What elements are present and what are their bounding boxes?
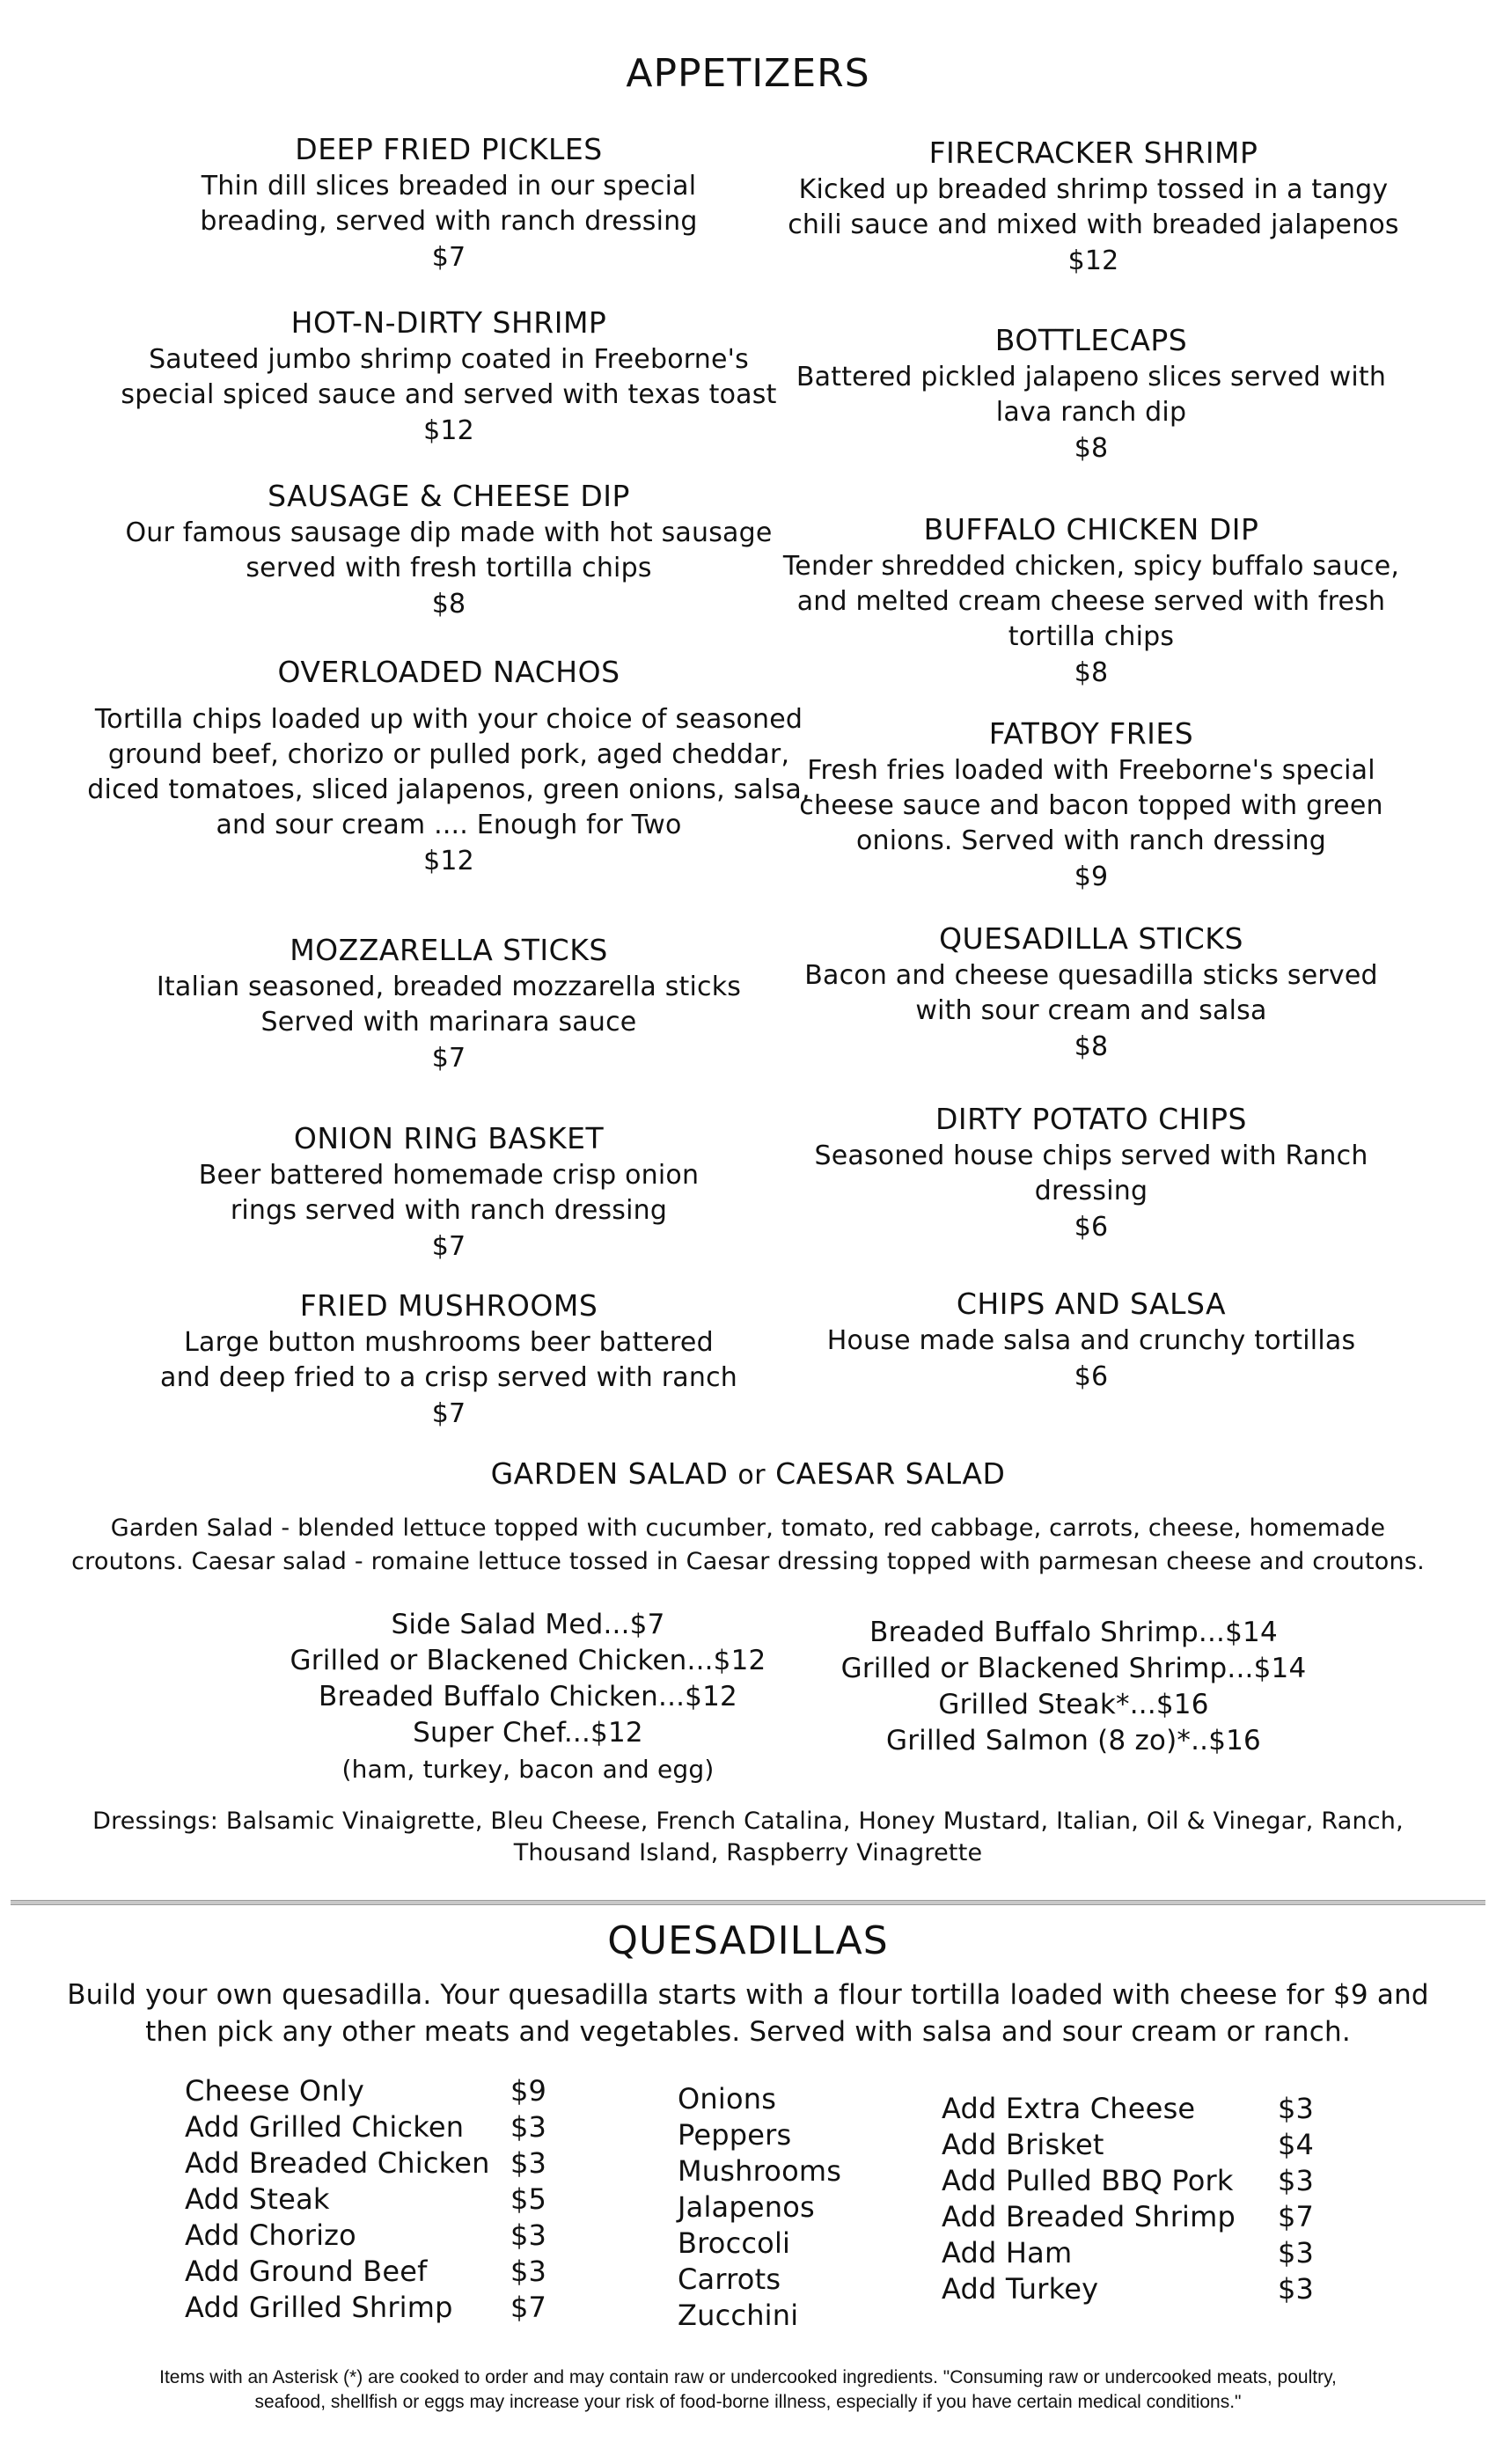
salad-option: Grilled or Blackened Shrimp...$14	[840, 1653, 1307, 1684]
salad-desc-line: Garden Salad - blended lettuce topped with cucumber, tomato, red cabbage, carrots, cheese, homemade	[110, 1514, 1386, 1542]
item-desc-line: served with fresh tortilla chips	[246, 553, 652, 583]
option-price: $3	[1278, 2236, 1315, 2270]
option-name: Add Grilled Shrimp	[185, 2291, 453, 2324]
list-item: Onions	[678, 2082, 777, 2116]
option-name: Add Extra Cheese	[942, 2092, 1196, 2125]
item-price: $7	[431, 1398, 466, 1429]
item-name: DEEP FRIED PICKLES	[295, 132, 603, 166]
item-desc-line: lava ranch dip	[995, 397, 1187, 428]
menu-item-deep-fried-pickles	[88, 130, 810, 276]
item-desc-line: diced tomatoes, sliced jalapenos, green onions, salsa,	[87, 774, 810, 805]
option-name: Add Pulled BBQ Pork	[942, 2164, 1234, 2197]
salad-option: Super Chef...$12	[413, 1717, 643, 1749]
disclaimer-line: seafood, shellfish or eggs may increase your risk of food-borne illness, especially if you have certain medical conditions."	[254, 2392, 1242, 2412]
menu-item-quesadilla-sticks	[792, 920, 1390, 1066]
salad-option: Grilled Steak*...$16	[938, 1689, 1209, 1720]
item-price: $12	[1067, 246, 1119, 276]
option-price: $3	[510, 2146, 547, 2180]
list-item	[942, 2163, 1314, 2199]
item-desc-line: and sour cream .... Enough for Two	[216, 810, 682, 840]
option-name: Add Chorizo	[185, 2218, 356, 2252]
list-item	[185, 2290, 546, 2326]
salad-description	[53, 1512, 1443, 1579]
menu-item-sausage-cheese-dip	[88, 477, 810, 623]
list-item	[185, 2218, 546, 2254]
salad-title-caesar: CAESAR SALAD	[775, 1456, 1006, 1491]
disclaimer-line: Items with an Asterisk (*) are cooked to order and may contain raw or undercooked ingredients. "Consuming raw or undercooked meats, poultry,	[159, 2367, 1337, 2387]
option-price: $3	[1278, 2164, 1315, 2197]
option-name: Add Ham	[942, 2236, 1073, 2270]
item-name: HOT-N-DIRTY SHRIMP	[290, 305, 607, 340]
salad-option: Breaded Buffalo Shrimp...$14	[869, 1617, 1278, 1648]
list-item: Mushrooms	[678, 2154, 842, 2188]
menu-item-hot-n-dirty-shrimp	[88, 304, 810, 450]
list-item	[942, 2199, 1314, 2235]
list-item	[942, 2127, 1314, 2163]
list-item	[942, 2091, 1314, 2127]
menu-item-firecracker-shrimp	[779, 134, 1408, 280]
item-name: DIRTY POTATO CHIPS	[935, 1102, 1248, 1136]
item-name: QUESADILLA STICKS	[939, 921, 1243, 956]
menu-item-fried-mushrooms	[88, 1287, 810, 1433]
option-price: $3	[1278, 2272, 1315, 2306]
item-desc-line: Thin dill slices breaded in our special	[201, 171, 697, 202]
list-item	[185, 2182, 546, 2218]
salad-title	[0, 1456, 1496, 1491]
item-desc-line: ground beef, chorizo or pulled pork, aged cheddar,	[107, 739, 790, 770]
menu-item-mozzarella-sticks	[88, 931, 810, 1077]
salad-title-or: or	[737, 1460, 766, 1491]
item-desc-line: dressing	[1034, 1176, 1148, 1206]
item-desc-line: Fresh fries loaded with Freeborne's special	[807, 755, 1375, 786]
menu-item-overloaded-nachos	[84, 653, 814, 880]
dressings-list	[70, 1806, 1426, 1869]
food-safety-disclaimer	[53, 2365, 1443, 2415]
quesadillas-intro-line: then pick any other meats and vegetables. Served with salsa and sour cream or ranch.	[145, 2016, 1351, 2048]
item-desc-line: Sauteed jumbo shrimp coated in Freeborne's	[149, 344, 749, 375]
list-item: Jalapenos	[678, 2190, 815, 2224]
list-item	[185, 2109, 546, 2145]
item-price: $8	[431, 589, 466, 620]
dressings-line: Thousand Island, Raspberry Vinagrette	[513, 1839, 983, 1866]
item-price: $7	[431, 1043, 466, 1074]
item-desc-line: Large button mushrooms beer battered	[184, 1327, 714, 1358]
menu-item-chips-and-salsa	[792, 1285, 1390, 1396]
option-name: Add Brisket	[942, 2128, 1104, 2161]
salad-option: Grilled or Blackened Chicken...$12	[290, 1645, 766, 1676]
quesadilla-extras-list	[942, 2091, 1314, 2307]
item-price: $8	[1074, 1031, 1109, 1062]
item-price: $6	[1074, 1212, 1109, 1243]
item-price: $7	[431, 242, 466, 273]
item-desc-line: Our famous sausage dip made with hot sausage	[125, 517, 773, 548]
item-name: FATBOY FRIES	[988, 716, 1194, 751]
item-desc-line: tortilla chips	[1008, 621, 1175, 652]
option-name: Add Turkey	[942, 2272, 1099, 2306]
quesadillas-intro-line: Build your own quesadilla. Your quesadilla starts with a flour tortilla loaded with cheese for $9 and	[67, 1979, 1429, 2011]
item-desc-line: Seasoned house chips served with Ranch	[814, 1140, 1368, 1171]
dressings-line: Dressings: Balsamic Vinaigrette, Bleu Cheese, French Catalina, Honey Mustard, Italian, Oil & Vinegar, Ranch,	[92, 1808, 1404, 1835]
salad-option: Side Salad Med...$7	[391, 1609, 665, 1640]
appetizers-heading: APPETIZERS	[626, 51, 870, 96]
option-name: Add Grilled Chicken	[185, 2110, 465, 2144]
item-name: MOZZARELLA STICKS	[290, 933, 608, 967]
item-price: $9	[1074, 862, 1109, 892]
salad-desc-line: croutons. Caesar salad - romaine lettuce tossed in Caesar dressing topped with parmesan cheese and croutons.	[71, 1548, 1425, 1575]
salad-title-garden: GARDEN SALAD	[490, 1456, 729, 1491]
option-name: Add Ground Beef	[185, 2255, 428, 2288]
option-price: $3	[510, 2110, 547, 2144]
item-desc-line: Kicked up breaded shrimp tossed in a tangy	[798, 174, 1389, 205]
item-name: BUFFALO CHICKEN DIP	[923, 512, 1259, 546]
menu-item-dirty-potato-chips	[792, 1100, 1390, 1246]
option-name: Add Breaded Chicken	[185, 2146, 490, 2180]
quesadillas-heading: QUESADILLAS	[607, 1918, 889, 1963]
item-desc-line: Beer battered homemade crisp onion	[198, 1160, 700, 1191]
salad-option: Breaded Buffalo Chicken...$12	[319, 1681, 737, 1712]
item-desc-line: House made salsa and crunchy tortillas	[826, 1325, 1356, 1356]
item-desc-line: onions. Served with ranch dressing	[856, 825, 1326, 856]
quesadillas-intro	[35, 1976, 1461, 2050]
item-desc-line: breading, served with ranch dressing	[200, 206, 698, 237]
item-name: FRIED MUSHROOMS	[299, 1288, 598, 1323]
item-price: $8	[1074, 433, 1109, 464]
quesadilla-meats-list	[185, 2073, 546, 2326]
item-desc-line: and deep fried to a crisp served with ranch	[160, 1362, 737, 1393]
item-price: $7	[431, 1231, 466, 1262]
option-name: Add Breaded Shrimp	[942, 2200, 1236, 2233]
salad-option: Grilled Salmon (8 zo)*..$16	[886, 1725, 1261, 1756]
list-item	[942, 2235, 1314, 2271]
item-name: OVERLOADED NACHOS	[277, 655, 620, 689]
option-price: $3	[510, 2255, 547, 2288]
quesadilla-veggies-list	[678, 2081, 841, 2334]
option-price: $9	[510, 2074, 547, 2108]
salad-options-left	[194, 1607, 862, 1787]
item-name: ONION RING BASKET	[293, 1121, 605, 1155]
list-item	[185, 2254, 546, 2290]
menu-item-bottlecaps	[792, 321, 1390, 467]
section-divider	[11, 1900, 1485, 1905]
menu-item-fatboy-fries	[774, 715, 1408, 896]
menu-item-onion-ring-basket	[88, 1119, 810, 1265]
item-price: $12	[423, 415, 474, 446]
option-name: Add Steak	[185, 2182, 330, 2216]
item-desc-line: with sour cream and salsa	[915, 995, 1267, 1026]
item-price: $6	[1074, 1361, 1109, 1392]
item-price: $12	[423, 846, 474, 876]
item-price: $8	[1074, 657, 1109, 688]
option-price: $7	[1278, 2200, 1315, 2233]
item-desc-line: cheese sauce and bacon topped with green	[799, 790, 1383, 821]
option-price: $5	[510, 2182, 547, 2216]
item-name: SAUSAGE & CHEESE DIP	[268, 479, 630, 513]
item-desc-line: Tortilla chips loaded up with your choice of seasoned	[94, 704, 803, 735]
item-name: FIRECRACKER SHRIMP	[928, 136, 1258, 170]
list-item: Zucchini	[678, 2299, 799, 2332]
option-name: Cheese Only	[185, 2074, 365, 2108]
salad-options-right	[774, 1615, 1373, 1759]
item-desc-line: special spiced sauce and served with texas toast	[121, 379, 777, 410]
menu-item-buffalo-chicken-dip	[774, 510, 1408, 692]
list-item: Peppers	[678, 2118, 792, 2152]
item-desc-line: Tender shredded chicken, spicy buffalo sauce,	[782, 551, 1400, 582]
list-item	[185, 2145, 546, 2182]
option-price: $3	[510, 2218, 547, 2252]
list-item: Carrots	[678, 2262, 781, 2296]
item-desc-line: Bacon and cheese quesadilla sticks served	[804, 960, 1378, 991]
item-desc-line: and melted cream cheese served with fresh	[796, 586, 1386, 617]
item-name: BOTTLECAPS	[994, 323, 1188, 357]
option-price: $3	[1278, 2092, 1315, 2125]
item-desc-line: Served with marinara sauce	[260, 1007, 637, 1038]
list-item: Broccoli	[678, 2226, 791, 2260]
list-item	[942, 2271, 1314, 2307]
option-price: $4	[1278, 2128, 1315, 2161]
item-desc-line: rings served with ranch dressing	[230, 1195, 668, 1226]
item-desc-line: Italian seasoned, breaded mozzarella sticks	[156, 972, 742, 1002]
list-item	[185, 2073, 546, 2109]
salad-option-note: (ham, turkey, bacon and egg)	[341, 1755, 715, 1784]
item-desc-line: chili sauce and mixed with breaded jalapenos	[788, 209, 1399, 240]
item-name: CHIPS AND SALSA	[956, 1287, 1227, 1321]
option-price: $7	[510, 2291, 547, 2324]
item-desc-line: Battered pickled jalapeno slices served with	[796, 362, 1387, 392]
